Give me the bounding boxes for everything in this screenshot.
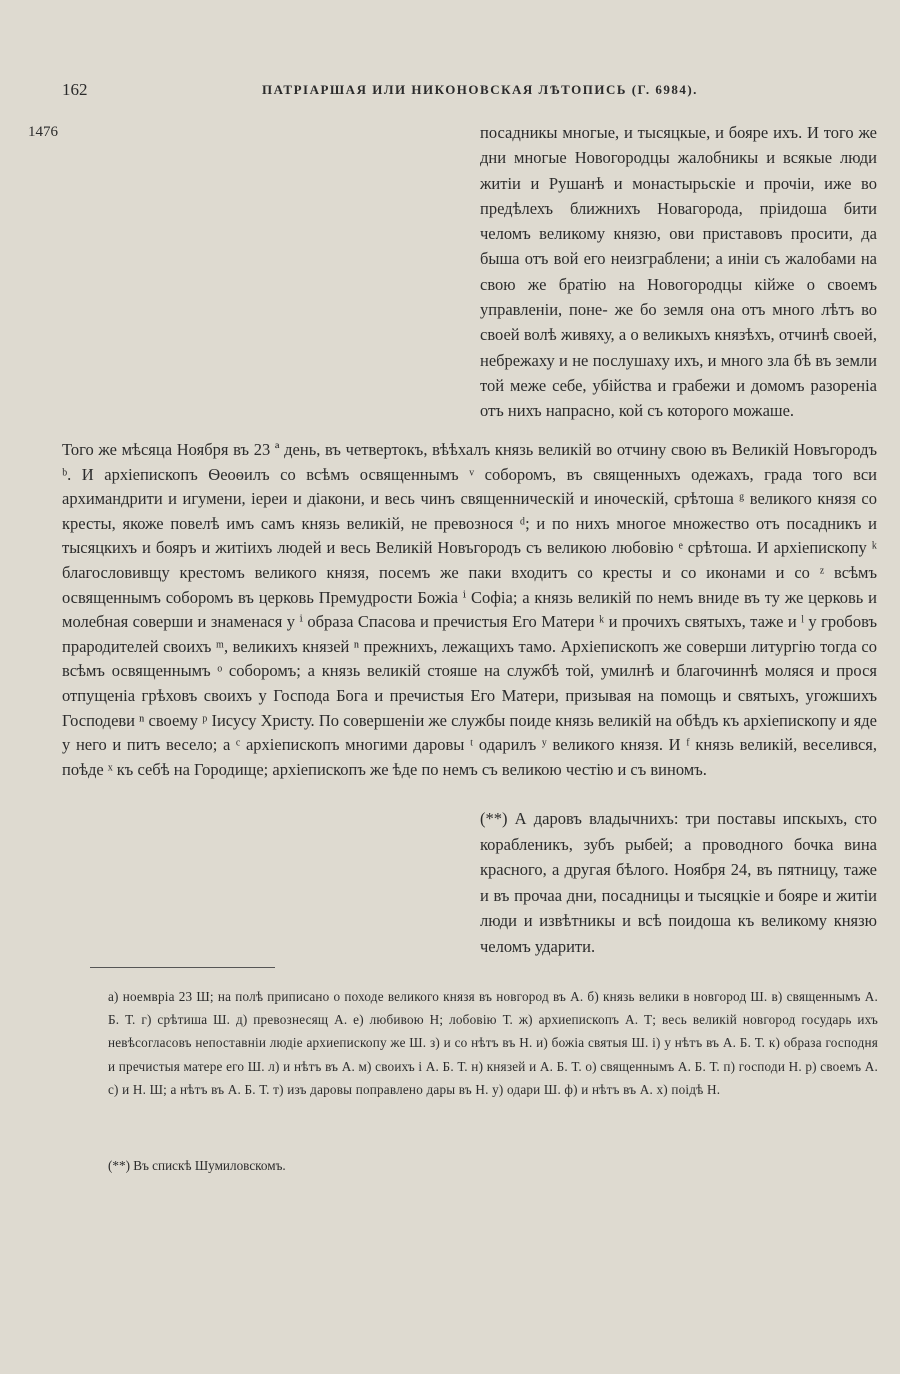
text-column-top (480, 120, 877, 424)
text-column-bottom (480, 806, 877, 959)
running-head: ПАТРІАРШАЯ ИЛИ НИКОНОВСКАЯ ЛѢТОПИСЬ (Г. 6984). (262, 82, 698, 97)
text-full-width (62, 438, 877, 782)
paragraph-1: посадникы многые, и тысяцкые, и бояре ихъ. И того же дни многые Новогородцы жалобникы и всякые люди житіи и Рушанѣ и монастырьскіе и прочіи, иже во предѣлехъ ближнихъ Новагорода, пріидоша бити челомъ великому князю, ови приставовъ просити, да быша отъ вой его неизграблени; а иніи съ жалобами на свою же братію на Новогородцы кійже о своемъ управленіи, поне- же бо земля она отъ много лѣтъ во своей волѣ живяху, а о великыхъ князѣхъ, отчинѣ своей, небрежаху и не послушаху ихъ, и много зла бѣ въ земли той меже себе, убійства и грабежи и домомъ разореніа отъ нихъ напрасно, кой съ которого можаше. (480, 123, 877, 421)
footnote: (**) Въ спискѣ Шумиловскомъ. (108, 1158, 286, 1173)
paragraph-3: (**) А даровъ владычнихъ: три поставы ипскыхъ, сто корабленикъ, зубъ рыбей; а проводного бочка вина красного, а другая бѣлого. Ноября 24, въ пятницу, таже и въ прочаа дни, посадницы и тысяцкіе и бояре и житіи люди и извѣтникы и всѣ поидоша къ великому князю челомъ ударити. (480, 809, 877, 956)
footnote-divider (90, 967, 275, 968)
paragraph-2: Того же мѣсяца Ноября въ 23 ª день, въ четвертокъ, вѣѣхалъ князь великій во отчину свою въ Великій Новъгородъ ᵇ. И архіепископъ Ѳеоѳилъ со всѣмъ освященнымъ ᵛ соборомъ, въ священныхъ одежахъ, града того вси архимандрити и игумени, іереи и діакони, и весь чинъ священническій и иноческій, срѣтоша ᵍ великого князя со кресты, якоже повелѣ имъ самъ князь великій, не превознося ᵈ; и по нихъ многое множество отъ посадникъ и тысяцкихъ и бояръ и житіихъ людей и весь Великій Новъгородъ съ великою любовію ᵉ срѣтоша. И архіепископу ᵏ благословивщу крестомъ великого князя, посемъ же паки входитъ со кресты и со иконами и со ᶻ всѣмъ освященнымъ соборомъ въ церковь Премудрости Божіа ⁱ Софіа; а князь великій по немъ вниде въ ту же церковь и молебная соверши и знаменася у ⁱ образа Спасова и пречистыя Его Матери ᵏ и прочихъ святыхъ, таже и ˡ у гробовъ прародителей своихъ ᵐ, великихъ князей ⁿ прежнихъ, лежащихъ тамо. Архіепископъ же соверши литургію тогда со всѣмъ освященнымъ ᵒ соборомъ; а князь великій стояше на службѣ той, умилнѣ и благочиннѣ моляся и прося отпущеніа грѣховъ своихъ у Господа Бога и пречистыя Его Матери, призывая на помощь и святыхъ, угожшихъ Господеви ⁿ своему ᵖ Іисусу Христу. По совершеніи же службы поиде князь великій на обѣдъ къ архіепископу и яде у него и питъ весело; а ᶜ архіепископъ многими даровы ᵗ одарилъ ʸ великого князя. И ᶠ князь великій, веселився, поѣде ˣ къ себѣ на Городище; архіепископъ же ѣде по немъ съ великою честію и съ виномъ. (62, 440, 877, 779)
margin-year: 1476 (28, 124, 58, 140)
variant-notes-text: а) ноемвріа 23 Ш; на полѣ приписано о походе великого князя въ новгород въ А. б) князь велики в новгород Ш. в) священнымъ А. Б. Т. г) срѣтиша Ш. д) превознесящ А. е) любивою Н; лобовію Т. ж) архиепископъ А. Т; весь великій новгород государь ихъ невѣсогласовъ непоставніи людіе архиепископу же Ш. з) и со нѣтъ въ Н. и) божіа святыя Ш. і) у нѣтъ въ А. Б. Т. к) образа господня и пречистыя матере его Ш. л) и нѣтъ въ А. м) своихъ і А. Б. Т. н) князей и А. Б. Т. о) священнымъ А. Б. Т. п) господи Н. р) своемъ А. с) и Н. Ш; а нѣтъ въ А. Б. Т. т) изъ даровы поправлено дары въ Н. у) одари Ш. ф) и нѣтъ въ А. х) поідѣ Н. (108, 989, 878, 1097)
variant-notes (108, 985, 878, 1101)
page-number: 162 (62, 80, 88, 99)
